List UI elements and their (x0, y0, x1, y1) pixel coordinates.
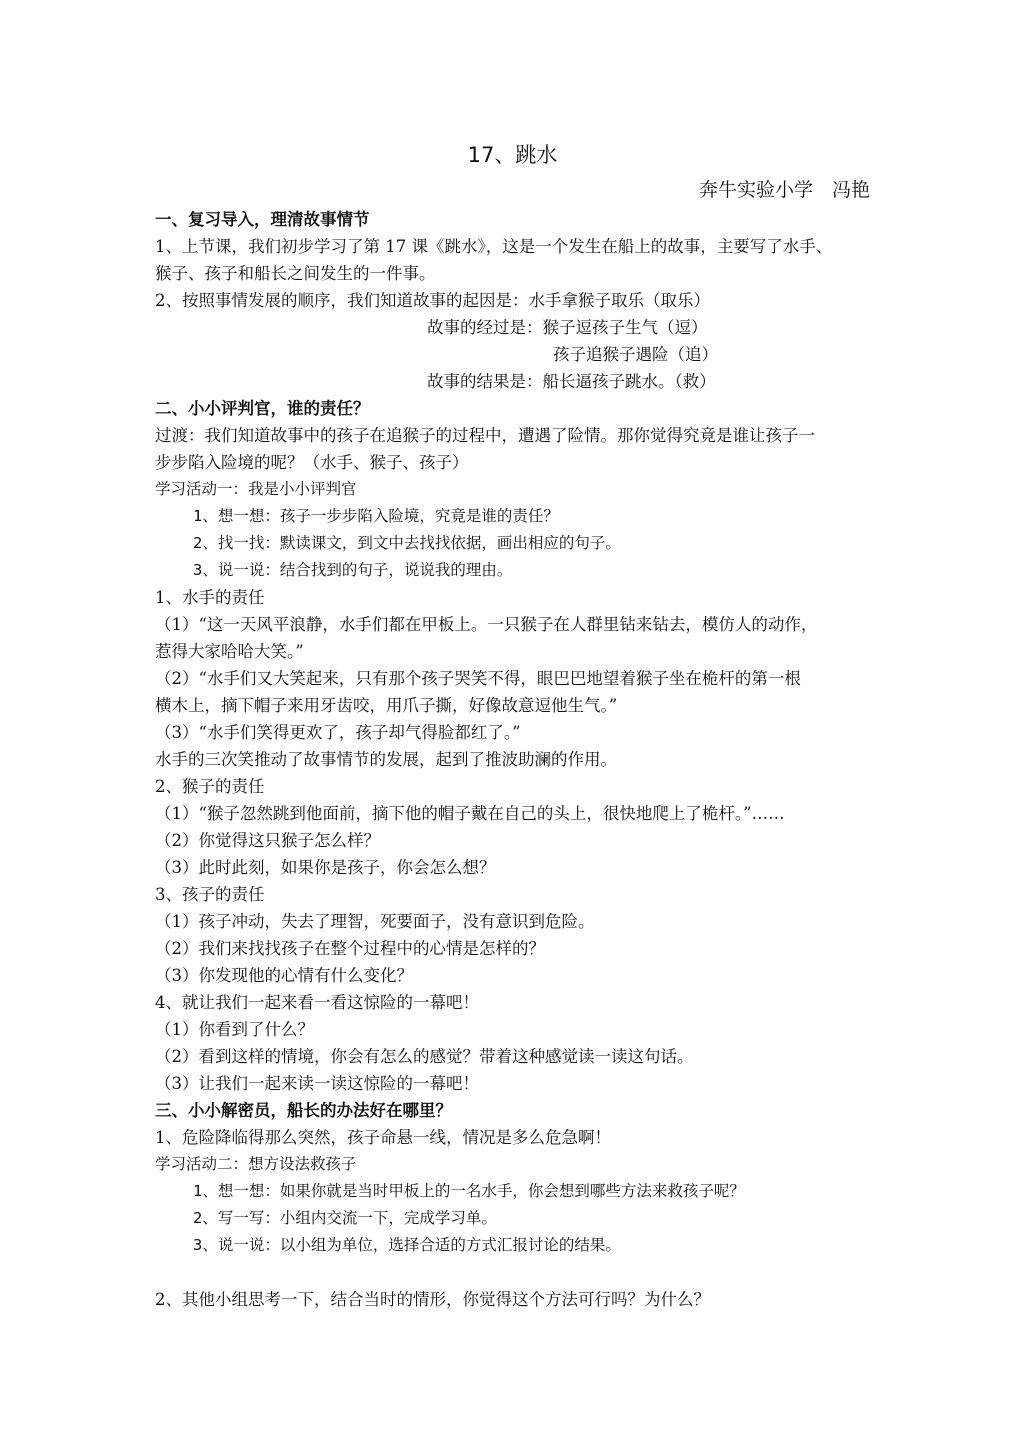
question: （1）孩子冲动，失去了理智，死要面子，没有意识到危险。 (155, 912, 595, 931)
quote: 惹得大家哈哈大笑。” (155, 642, 304, 661)
spacer (155, 1259, 870, 1286)
activity-step: 1、想一想：孩子一步步陷入险境，究竟是谁的责任？ (193, 507, 559, 525)
paragraph: 1、危险降临得那么突然，孩子命悬一线，情况是多么危急啊！ (155, 1128, 611, 1147)
activity-step: 3、说一说：以小组为单位，选择合适的方式汇报讨论的结果。 (193, 1236, 621, 1254)
author-line: 奔牛实验小学 冯艳 (698, 179, 870, 201)
activity-title: 学习活动二：想方设法救孩子 (155, 1155, 357, 1173)
plot-ending: 故事的结果是：船长逼孩子跳水。（救） (427, 372, 716, 391)
paragraph: 步步陷入险境的呢？（水手、猴子、孩子） (155, 453, 469, 472)
question: （3）让我们一起来读一读这惊险的一幕吧！ (155, 1074, 479, 1093)
activity-title: 学习活动一：我是小小评判官 (155, 480, 357, 498)
subheading: 3、孩子的责任 (155, 885, 265, 904)
quote: （1）“猴子忽然跳到他面前，摘下他的帽子戴在自己的头上，很快地爬上了桅杆。”…… (155, 804, 785, 823)
question: （2）你觉得这只猴子怎么样？ (155, 831, 380, 850)
quote: （3）“水手们笑得更欢了，孩子却气得脸都红了。” (155, 723, 521, 742)
activity-step: 2、写一写：小组内交流一下，完成学习单。 (193, 1209, 497, 1227)
paragraph: 2、其他小组思考一下，结合当时的情形，你觉得这个方法可行吗？为什么？ (155, 1290, 710, 1309)
question: （2）我们来找找孩子在整个过程中的心情是怎样的？ (155, 939, 545, 958)
quote: （2）“水手们又大笑起来，只有那个孩子哭笑不得，眼巴巴地望着猴子坐在桅杆的第一根 (155, 669, 801, 688)
plot-development: 故事的经过是：猴子逗孩子生气（逗） (427, 318, 708, 337)
activity-step: 1、想一想：如果你就是当时甲板上的一名水手，你会想到哪些方法来救孩子呢？ (193, 1182, 745, 1200)
section-heading-2: 二、小小评判官，谁的责任？ (155, 399, 370, 418)
subheading: 4、就让我们一起来看一看这惊险的一幕吧！ (155, 993, 479, 1012)
question: （3）你发现他的心情有什么变化？ (155, 966, 413, 985)
subheading: 2、猴子的责任 (155, 777, 265, 796)
document-title: 17、跳水 (467, 143, 558, 167)
section-heading-1: 一、复习导入，理清故事情节 (155, 210, 370, 229)
subheading: 1、水手的责任 (155, 588, 265, 607)
paragraph: 猴子、孩子和船长之间发生的一件事。 (155, 264, 436, 283)
paragraph: 过渡：我们知道故事中的孩子在追猴子的过程中，遭遇了险情。那你觉得究竟是谁让孩子一 (155, 426, 815, 445)
summary: 水手的三次笑推动了故事情节的发展，起到了推波助澜的作用。 (155, 750, 617, 769)
paragraph: 2、按照事情发展的顺序，我们知道故事的起因是：水手拿猴子取乐（取乐） (155, 291, 710, 310)
quote: （1）“这一天风平浪静，水手们都在甲板上。一只猴子在人群里钻来钻去，模仿人的动作， (155, 615, 818, 634)
activity-step: 2、找一找：默读课文，到文中去找找依据，画出相应的句子。 (193, 534, 621, 552)
activity-step: 3、说一说：结合找到的句子，说说我的理由。 (193, 561, 513, 579)
plot-development-2: 孩子追猴子遇险（追） (553, 345, 718, 364)
quote: 横木上，摘下帽子来用牙齿咬，用爪子撕，好像故意逗他生气。” (155, 696, 618, 715)
paragraph: 1、上节课，我们初步学习了第 17 课《跳水》，这是一个发生在船上的故事，主要写了水手、 (155, 237, 833, 256)
question: （2）看到这样的情境，你会有怎么的感觉？带着这种感觉读一读这句话。 (155, 1047, 694, 1066)
question: （1）你看到了什么？ (155, 1020, 314, 1039)
section-heading-3: 三、小小解密员，船长的办法好在哪里？ (155, 1101, 452, 1120)
question: （3）此时此刻，如果你是孩子，你会怎么想？ (155, 858, 496, 877)
